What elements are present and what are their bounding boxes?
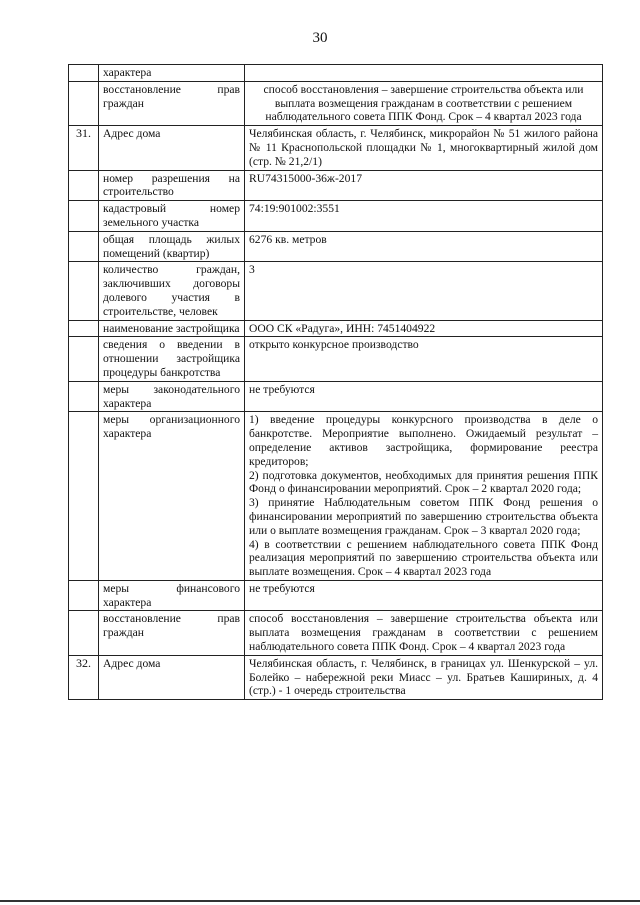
page-bottom-edge bbox=[0, 900, 640, 902]
field-value: RU74315000-36ж-2017 bbox=[245, 170, 603, 201]
table-row bbox=[69, 655, 603, 699]
field-value: Челябинская область, г. Челябинск, в границах ул. Шенкурской – ул. Болейко – набережной реки Миасс – ул. Братьев Кашириных, д. 4 (стр.) - 1 очередь строительства bbox=[245, 655, 603, 699]
measure-step-3: 3) принятие Наблюдательным советом ППК Фонд решения о финансировании мероприятий по завершению строительства объекта или о выплате возмещения гражданам. Срок – 3 квартал 2020 года; bbox=[249, 496, 598, 537]
field-value: способ восстановления – завершение строительства объекта или выплата возмещения гражданам в соответствии с решением наблюдательного совета ППК Фонд. Срок – 4 квартал 2023 года bbox=[245, 81, 603, 125]
field-label: кадастровый номер земельного участка bbox=[99, 201, 245, 232]
field-value: способ восстановления – завершение строительства объекта или выплата возмещения гражданам в соответствии с решением наблюдательного совета ППК Фонд. Срок – 4 квартал 2023 года bbox=[245, 611, 603, 655]
table-row bbox=[69, 81, 603, 125]
field-label: характера bbox=[99, 65, 245, 82]
field-label: сведения о введении в отношении застройщика процедуры банкротства bbox=[99, 337, 245, 381]
row-number-cell bbox=[69, 231, 99, 262]
table-row bbox=[69, 231, 603, 262]
field-label: меры организационного характера bbox=[99, 412, 245, 581]
row-number-cell bbox=[69, 412, 99, 581]
field-value: открыто конкурсное производство bbox=[245, 337, 603, 381]
field-value bbox=[245, 412, 603, 581]
row-number-cell bbox=[69, 337, 99, 381]
projects-table bbox=[68, 64, 603, 700]
row-number-cell bbox=[69, 81, 99, 125]
table-row bbox=[69, 320, 603, 337]
row-number-cell bbox=[69, 170, 99, 201]
field-value: ООО СК «Радуга», ИНН: 7451404922 bbox=[245, 320, 603, 337]
measure-step-1: 1) введение процедуры конкурсного производства в деле о банкротстве. Мероприятие выполнено. Ожидаемый результат – определение активов застройщика, формирование реестра кредиторов; bbox=[249, 413, 598, 468]
table-row bbox=[69, 262, 603, 320]
field-value: не требуются bbox=[245, 381, 603, 412]
row-number-cell bbox=[69, 262, 99, 320]
table-row bbox=[69, 381, 603, 412]
page-number: 30 bbox=[312, 30, 328, 46]
item-number: 32. bbox=[69, 655, 99, 699]
field-label: меры финансового характера bbox=[99, 580, 245, 611]
field-value: 74:19:901002:3551 bbox=[245, 201, 603, 232]
field-label: количество граждан, заключивших договоры долевого участия в строительстве, человек bbox=[99, 262, 245, 320]
table-row bbox=[69, 170, 603, 201]
field-value: не требуются bbox=[245, 580, 603, 611]
field-label: Адрес дома bbox=[99, 126, 245, 170]
row-number-cell bbox=[69, 320, 99, 337]
field-label: наименование застройщика bbox=[99, 320, 245, 337]
field-value: Челябинская область, г. Челябинск, микрорайон № 51 жилого района № 11 Краснопольской площадки № 1, многоквартирный жилой дом (стр. № 21,2/1) bbox=[245, 126, 603, 170]
field-label: меры законодательного характера bbox=[99, 381, 245, 412]
item-number: 31. bbox=[69, 126, 99, 170]
field-label: восстановление прав граждан bbox=[99, 611, 245, 655]
row-number-cell bbox=[69, 381, 99, 412]
field-label: общая площадь жилых помещений (квартир) bbox=[99, 231, 245, 262]
table-row bbox=[69, 611, 603, 655]
row-number-cell bbox=[69, 611, 99, 655]
field-label: Адрес дома bbox=[99, 655, 245, 699]
table-row bbox=[69, 580, 603, 611]
row-number-cell bbox=[69, 580, 99, 611]
field-value: 6276 кв. метров bbox=[245, 231, 603, 262]
measure-step-4: 4) в соответствии с решением наблюдательного совета ППК Фонд реализация мероприятий по завершению строительства объекта или выплате возмещения. Срок – 4 квартал 2023 года bbox=[249, 537, 598, 579]
measure-step-2: 2) подготовка документов, необходимых для принятия решения ППК Фонд о финансировании мероприятий. Срок – 2 квартал 2020 года; bbox=[249, 468, 598, 496]
table-row bbox=[69, 126, 603, 170]
table-row bbox=[69, 65, 603, 82]
row-number-cell bbox=[69, 65, 99, 82]
field-label: восстановление прав граждан bbox=[99, 81, 245, 125]
table-row bbox=[69, 337, 603, 381]
field-value bbox=[245, 65, 603, 82]
field-label: номер разрешения на строительство bbox=[99, 170, 245, 201]
table-row bbox=[69, 201, 603, 232]
field-value: 3 bbox=[245, 262, 603, 320]
row-number-cell bbox=[69, 201, 99, 232]
table-row bbox=[69, 412, 603, 581]
